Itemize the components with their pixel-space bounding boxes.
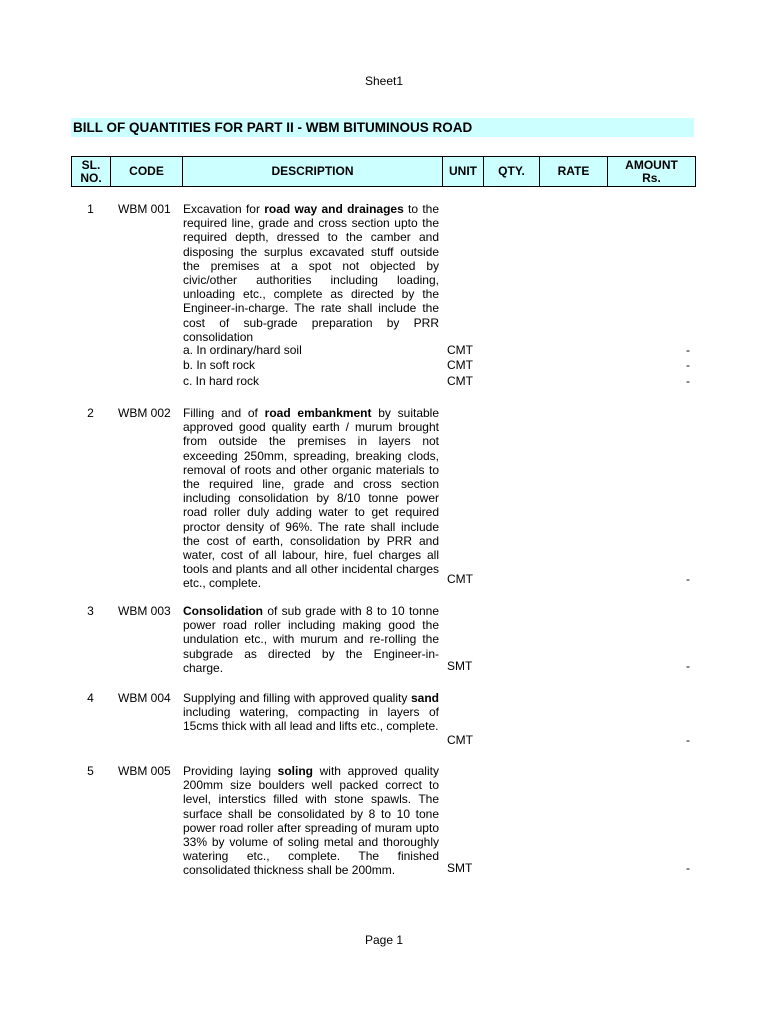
table-header bbox=[71, 156, 696, 187]
unit-cell: CMT bbox=[447, 572, 473, 586]
amount-cell: - bbox=[686, 861, 690, 875]
unit-cell: SMT bbox=[447, 861, 473, 875]
sheet-name: Sheet1 bbox=[364, 74, 404, 88]
item-description: Providing laying soling with approved quality 200mm size boulders well packed correct to level, interstics filled with stone spawls. The surface shall be consolidated by 8 to 10 tone power road roller after spreading of muram upto 33% by volume of soling metal and thoroughly watering etc., complete. The finished consolidated thickness shall be 200mm. bbox=[183, 764, 439, 878]
page-number: Page 1 bbox=[364, 933, 404, 947]
item-code: WBM 002 bbox=[118, 406, 171, 420]
document-title: BILL OF QUANTITIES FOR PART II - WBM BITUMINOUS ROAD bbox=[71, 118, 694, 137]
amount-cell: - bbox=[686, 343, 690, 357]
amount-cell: - bbox=[686, 572, 690, 586]
item-code: WBM 003 bbox=[118, 604, 171, 618]
unit-cell: SMT bbox=[447, 659, 473, 673]
item-unit-amount-row bbox=[0, 861, 768, 876]
item-number: 1 bbox=[87, 202, 94, 216]
unit-cell: CMT bbox=[447, 358, 473, 372]
sub-item-label: a. In ordinary/hard soil bbox=[183, 343, 302, 357]
item-description: Consolidation of sub grade with 8 to 10 tonne power road roller including making good the undulation etc., with murum and re-rolling the subgrade as directed by the Engineer-in-charge. bbox=[183, 604, 439, 675]
sub-item-row bbox=[0, 343, 768, 358]
item-number: 2 bbox=[87, 406, 94, 420]
item-code: WBM 004 bbox=[118, 691, 171, 705]
item-unit-amount-row bbox=[0, 733, 768, 748]
header-sl-no: SL. NO. bbox=[72, 157, 111, 186]
header-rate: RATE bbox=[540, 157, 608, 186]
item-number: 4 bbox=[87, 691, 94, 705]
item-description: Filling and of road embankment by suitable approved good quality earth / murum brought from outside the premises in layers not exceeding 250mm, spreading, breaking clods, removal of roots and other organic materials to the required line, grade and cross section including consolidation by 8/10 tonne power road roller duly adding water to get required proctor density of 96%. The rate shall include the cost of earth, consolidation by PRR and water, cost of all labour, hire, fuel charges all tools and plants and all other incidental charges etc., complete. bbox=[183, 406, 440, 591]
unit-cell: CMT bbox=[447, 343, 473, 357]
amount-cell: - bbox=[686, 358, 690, 372]
header-description: DESCRIPTION bbox=[183, 157, 443, 186]
item-unit-amount-row bbox=[0, 659, 768, 674]
item-description: Excavation for road way and drainages to the required line, grade and cross section upto the required depth, dressed to the camber and disposing the surplus excavated stuff outside the premises at a spot not objected by civic/other authorities including loading, unloading etc., complete as directed by the Engineer-in-charge. The rate shall include the cost of sub-grade preparation by PRR consolidation bbox=[183, 202, 440, 344]
header-amount: AMOUNT Rs. bbox=[608, 157, 695, 186]
item-code: WBM 005 bbox=[118, 764, 171, 778]
unit-cell: CMT bbox=[447, 733, 473, 747]
item-description: Supplying and filling with approved quality sand including watering, compacting in layers of 15cms thick with all lead and lifts etc., complete. bbox=[183, 691, 439, 734]
amount-cell: - bbox=[686, 733, 690, 747]
item-code: WBM 001 bbox=[118, 202, 171, 216]
header-code: CODE bbox=[111, 157, 183, 186]
item-number: 3 bbox=[87, 604, 94, 618]
amount-cell: - bbox=[686, 659, 690, 673]
sub-item-label: c. In hard rock bbox=[183, 374, 260, 388]
sub-item-label: b. In soft rock bbox=[183, 358, 256, 372]
sub-item-row bbox=[0, 358, 768, 373]
item-number: 5 bbox=[87, 764, 94, 778]
item-unit-amount-row bbox=[0, 572, 768, 587]
sub-item-row bbox=[0, 374, 768, 389]
header-qty: QTY. bbox=[484, 157, 540, 186]
header-unit: UNIT bbox=[443, 157, 484, 186]
unit-cell: CMT bbox=[447, 374, 473, 388]
amount-cell: - bbox=[686, 374, 690, 388]
